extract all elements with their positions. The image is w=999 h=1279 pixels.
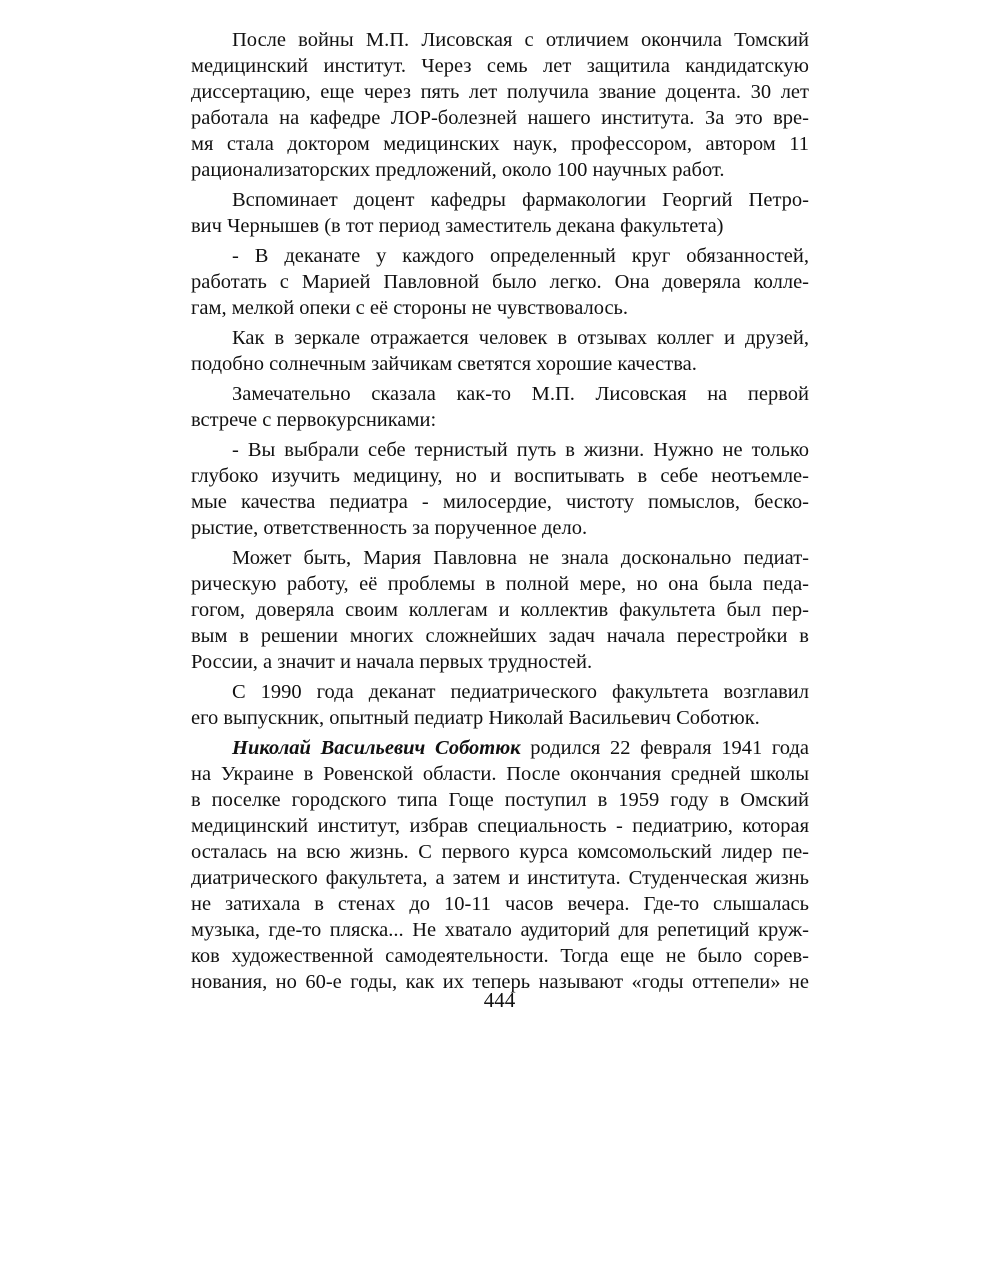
text-line: музыка, где-то пляска... Не хватало аудиторий для репетиций круж-: [191, 919, 809, 941]
text-line: гогом, доверяла своим коллегам и коллектив факультета был пер-: [191, 599, 809, 621]
bio-paragraph: [191, 735, 809, 995]
paragraph-3: [191, 243, 809, 321]
text-line: После войны М.П. Лисовская с отличием окончила Томский: [232, 29, 809, 51]
text-line: мые качества педиатра - милосердие, чистоту помыслов, беско-: [191, 491, 809, 513]
text-line: Вспоминает доцент кафедры фармакологии Георгий Петро-: [232, 189, 809, 211]
text-fragment: родился 22 февраля 1941 года: [520, 737, 809, 759]
text-line: рационализаторских предложений, около 100 научных работ.: [191, 159, 725, 181]
paragraph-7: [191, 545, 809, 675]
text-line: диатрического факультета, а затем и института. Студенческая жизнь: [191, 867, 809, 889]
text-line: Замечательно сказала как-то М.П. Лисовская на первой: [232, 383, 809, 405]
paragraph-1: [191, 27, 809, 183]
text-line: С 1990 года деканат педиатрического факультета возглавил: [232, 681, 809, 703]
paragraph-4: [191, 325, 809, 377]
body-text: [191, 27, 809, 999]
text-line: его выпускник, опытный педиатр Николай Васильевич Соботюк.: [191, 707, 760, 729]
text-line: - Вы выбрали себе тернистый путь в жизни. Нужно не только: [232, 439, 809, 461]
bio-first-line: [191, 735, 809, 761]
text-line: работать с Марией Павловной было легко. Она доверяла колле-: [191, 271, 809, 293]
text-line: нования, но 60-е годы, как их теперь называют «годы оттепели» не: [191, 971, 809, 993]
text-line: рическую работу, её проблемы в полной мере, но она была педа-: [191, 573, 809, 595]
text-line: медицинский институт, избрав специальность - педиатрию, которая: [191, 815, 809, 837]
paragraph-6: [191, 437, 809, 541]
text-line: Может быть, Мария Павловна не знала досконально педиат-: [232, 547, 809, 569]
text-line: диссертацию, еще через пять лет получила звание доцента. 30 лет: [191, 81, 809, 103]
text-line: гам, мелкой опеки с её стороны не чувствовалось.: [191, 297, 629, 319]
paragraph-8: [191, 679, 809, 731]
text-line: вич Чернышев (в тот период заместитель декана факультета): [191, 215, 724, 237]
text-line: на Украине в Ровенской области. После окончания средней школы: [191, 763, 809, 785]
paragraph-5: [191, 381, 809, 433]
text-line: медицинский институт. Через семь лет защитила кандидатскую: [191, 55, 809, 77]
text-line: работала на кафедре ЛОР-болезней нашего института. За это вре-: [191, 107, 809, 129]
text-line: подобно солнечным зайчикам светятся хорошие качества.: [191, 353, 697, 375]
text-line: мя стала доктором медицинских наук, профессором, автором 11: [191, 133, 809, 155]
text-line: в поселке городского типа Гоще поступил в 1959 году в Омский: [191, 789, 809, 811]
person-name: Николай Васильевич Соботюк: [232, 737, 521, 759]
text-line: глубоко изучить медицину, но и воспитывать в себе неотъемле-: [191, 465, 809, 487]
text-line: осталась на всю жизнь. С первого курса комсомольский лидер пе-: [191, 841, 809, 863]
text-line: вым в решении многих сложнейших задач начала перестройки в: [191, 625, 809, 647]
text-line: России, а значит и начала первых трудностей.: [191, 651, 593, 673]
page-number: 444: [483, 988, 516, 1012]
text-line: встрече с первокурсниками:: [191, 409, 437, 431]
text-line: - В деканате у каждого определенный круг обязанностей,: [232, 245, 809, 267]
text-line: не затихала в стенах до 10-11 часов вечера. Где-то слышалась: [191, 893, 809, 915]
paragraph-2: [191, 187, 809, 239]
text-line: ков художественной самодеятельности. Тогда еще не было сорев-: [191, 945, 809, 967]
text-line: Как в зеркале отражается человек в отзывах коллег и друзей,: [232, 327, 809, 349]
text-line: рыстие, ответственность за порученное дело.: [191, 517, 588, 539]
